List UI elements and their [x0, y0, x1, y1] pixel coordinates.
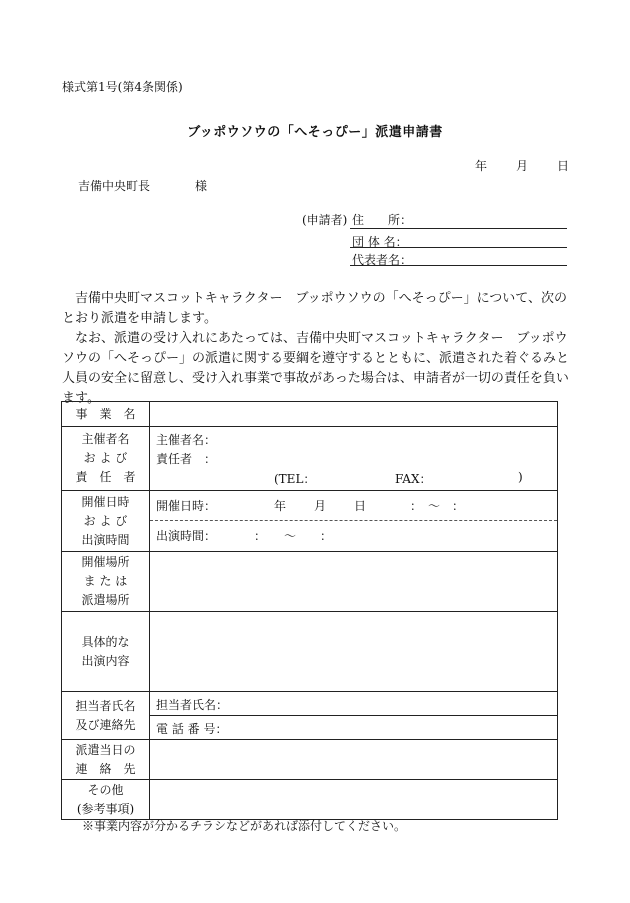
applicant-rep-line[interactable] — [350, 265, 567, 266]
organizer-label-line: 主催者名 — [81, 432, 130, 446]
applicant-address-label: 住 所： — [352, 213, 413, 227]
contact-label-line: 担当者氏名 — [75, 698, 136, 713]
content-label-line: 出演内容 — [81, 653, 130, 668]
content-label-line: 具体的な — [81, 634, 130, 649]
fax-label: FAX： — [395, 472, 432, 486]
row-dayof — [62, 740, 558, 780]
date-month: 月 — [516, 159, 529, 173]
row-other — [62, 780, 558, 820]
event-date-day: 日 — [354, 499, 367, 513]
contact-field[interactable] — [150, 692, 558, 740]
dayof-label-line: 派遣当日の — [75, 742, 136, 757]
content-label — [62, 612, 150, 692]
applicant-group-line[interactable] — [350, 247, 567, 248]
body-paragraph-2: なお、派遣の受け入れにあたっては、吉備中央町マスコットキャラクター ブッポウソウの「へそっぴー」の派遣に関する要綱を遵守するとともに、派遣された着ぐるみと人員の安全に留意し、受け入れ事業で事故があった場合は、申請者が一切の責任を負います。 — [62, 331, 570, 406]
row-content — [62, 612, 558, 692]
applicant-address-line[interactable] — [350, 228, 567, 229]
venue-field[interactable] — [150, 552, 558, 612]
event-time-range: ： 〜 ： — [410, 499, 465, 513]
dayof-field[interactable] — [150, 740, 558, 780]
contact-label — [62, 692, 150, 740]
attachment-note: ※事業内容が分かるチラシなどがあれば添付してください。 — [82, 819, 407, 833]
contact-divider — [150, 715, 557, 716]
other-field[interactable] — [150, 780, 558, 820]
content-field[interactable] — [150, 612, 558, 692]
perform-time-range: ： 〜 ： — [254, 529, 333, 543]
organizer-name-label: 主催者名： — [156, 433, 217, 447]
application-table — [61, 401, 558, 820]
date-day: 日 — [557, 159, 570, 173]
row-datetime — [62, 491, 558, 552]
applicant-rep-label: 代表者名： — [352, 253, 413, 267]
datetime-label-line: 開催日時 — [81, 494, 130, 509]
organizer-label — [62, 427, 150, 491]
dayof-label — [62, 740, 150, 780]
event-name-field[interactable] — [150, 402, 558, 427]
contact-label-line: 及び連絡先 — [75, 717, 136, 732]
contact-phone-label: 電 話 番 号： — [156, 722, 228, 736]
tel-fax-close: ) — [518, 470, 523, 484]
other-label — [62, 780, 150, 820]
other-label-line: (参考事項) — [76, 801, 135, 816]
row-venue — [62, 552, 558, 612]
datetime-label — [62, 491, 150, 552]
organizer-field[interactable] — [150, 427, 558, 491]
row-event-name — [62, 402, 558, 427]
dayof-label-line: 連 絡 先 — [75, 761, 136, 776]
row-organizer — [62, 427, 558, 491]
datetime-label-line: お よ び — [83, 513, 128, 528]
organizer-label-line: お よ び — [83, 451, 128, 465]
row-contact — [62, 692, 558, 740]
form-number: 様式第1号(第4条関係) — [62, 80, 183, 94]
date-year: 年 — [475, 159, 488, 173]
tel-label: (TEL： — [274, 472, 316, 486]
datetime-label-line: 出演時間 — [81, 532, 130, 547]
event-date-label: 開催日時： — [156, 499, 217, 513]
contact-name-label: 担当者氏名： — [156, 698, 229, 712]
event-name-label: 事 業 名 — [62, 402, 150, 427]
event-date-month: 月 — [314, 499, 327, 513]
event-date-year: 年 — [274, 499, 287, 513]
other-label-line: その他 — [87, 782, 124, 797]
datetime-divider — [150, 520, 557, 521]
datetime-field[interactable] — [150, 491, 558, 552]
organizer-label-line: 責 任 者 — [75, 470, 136, 484]
body-text — [62, 289, 570, 409]
responsible-person-label: 責任者 ： — [156, 452, 217, 466]
addressee-name: 吉備中央町長 — [78, 179, 151, 193]
applicant-label: (申請者) — [302, 213, 348, 227]
venue-label — [62, 552, 150, 612]
venue-label-line: 派遣場所 — [81, 593, 130, 607]
page-title: ブッポウソウの「へそっぴー」派遣申請書 — [187, 125, 443, 140]
venue-label-line: ま た は — [83, 574, 128, 588]
perform-time-label: 出演時間： — [156, 529, 217, 543]
applicant-group-label: 団 体 名： — [352, 235, 408, 249]
body-paragraph-1: 吉備中央町マスコットキャラクター ブッポウソウの「へそっぴー」について、次のとおり派遣を申請します。 — [62, 291, 568, 326]
addressee-honorific: 様 — [195, 179, 208, 193]
venue-label-line: 開催場所 — [81, 555, 130, 569]
